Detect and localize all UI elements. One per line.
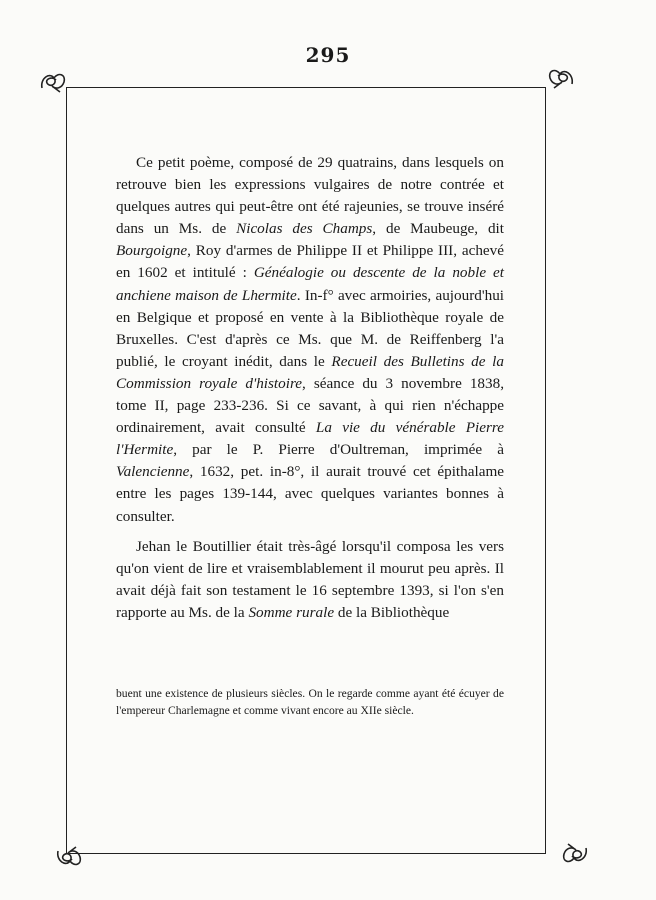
italic-text-run: Généalogie ou descente de la noble et anchiene maison de Lhermite: [116, 264, 505, 304]
text-run: Ce petit poème, composé de 29 quatrains, dans lesquels on retrouve bien les expressions vulgaires de notre contrée et quelques autres qui peut-être ont été rajeunies, se trouve inséré dans un Ms. de: [116, 154, 504, 238]
italic-text-run: Bourgoigne: [116, 242, 188, 260]
italic-text-run: Valencienne: [116, 463, 190, 481]
body-paragraph-1: [116, 152, 504, 528]
corner-ornament-icon: [38, 66, 68, 96]
corner-ornament-icon: [560, 840, 590, 870]
footnote: buent une existence de plusieurs siècles. On le regarde comme ayant été écuyer de l'empereur Charlemagne et comme vivant encore au XIIe siècle.: [116, 687, 504, 717]
italic-text-run: La vie du vénérable Pierre l'Hermite: [116, 419, 504, 459]
text-run: . In-f° avec armoiries, aujourd'hui en Belgique et proposé en vente à la Bibliothèque royale de Bruxelles. C'est d'après ce Ms. que M. de Reiffenberg l'a publié, le croyant inédit, dans le: [116, 286, 505, 370]
text-run: Jehan le Boutillier était très-âgé lorsqu'il composa les vers qu'on vient de lire et vraisemblablement il mourut peu après. Il avait déjà fait son testament le 16 septembre 1393, si l'on s'en rapporte au Ms. de la: [116, 538, 504, 622]
body-paragraph-2: [116, 536, 504, 624]
page-number: 295: [305, 43, 351, 67]
italic-text-run: Nicolas des Champs: [236, 220, 373, 238]
text-run: , par le P. Pierre d'Oultreman, imprimée à: [173, 441, 504, 459]
text-run: , de Maubeuge, dit: [372, 220, 504, 238]
text-run: de la Bibliothèque: [334, 604, 450, 622]
italic-text-run: Somme rurale: [248, 604, 335, 622]
text-run: , 1632, pet. in-8°, il aurait trouvé cet épithalame entre les pages 139-144, avec quelques variantes bonnes à consulter.: [116, 463, 504, 525]
text-run: , Roy d'armes de Philippe II et Philippe III, achevé en 1602 et intitulé :: [116, 242, 504, 282]
italic-text-run: Recueil des Bulletins de la Commission royale d'histoire: [116, 352, 504, 392]
text-run: , séance du 3 novembre 1838, tome II, page 233-236. Si ce savant, à qui rien n'échappe ordinairement, avait consulté: [116, 374, 505, 437]
corner-ornament-icon: [546, 62, 576, 92]
